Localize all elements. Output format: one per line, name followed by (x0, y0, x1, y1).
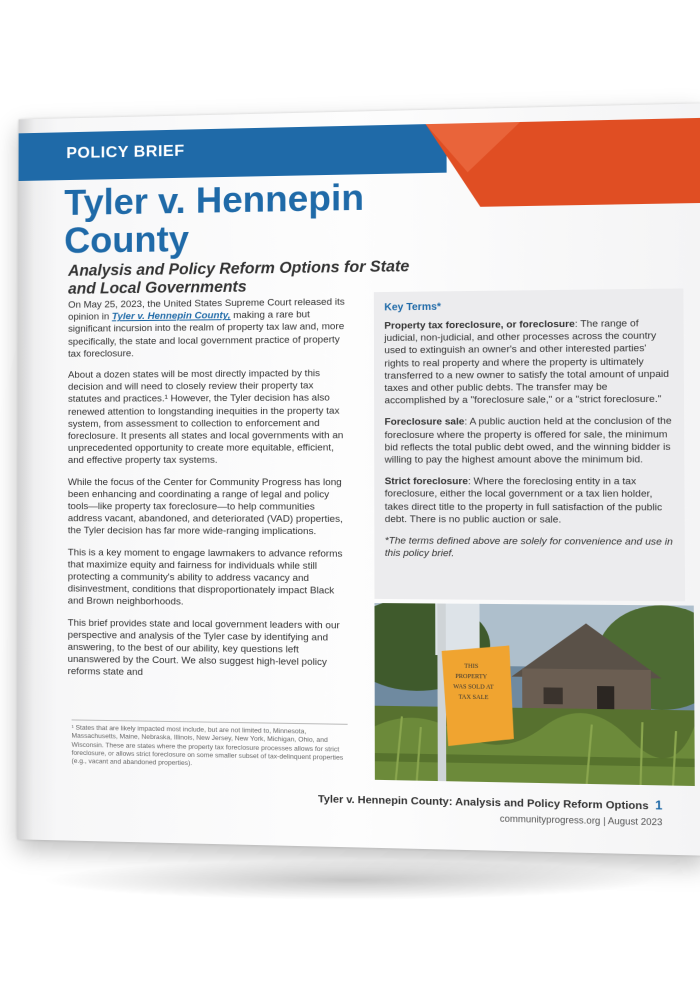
sign-line-1: THIS (464, 663, 479, 670)
page-footer (318, 789, 662, 827)
term-foreclosure-sale: Foreclosure sale: A public auction held at the conclusion of the foreclosure where the property is offered for sale, the minimum bid reflects the total public debt owed, and the winning bidder is willing to pay the highest amount above the minimum bid. (384, 415, 672, 466)
paragraph-4: This is a key moment to engage lawmakers to advance reforms that maximize equity and fairness for individuals while still protecting a community's ability to address vacancy and disinvestment, conditions that disproportionately impact Black and Brown neighborhoods. (67, 546, 343, 609)
footer-separator: | (603, 815, 606, 827)
footer-title: Tyler v. Hennepin County: Analysis and Policy Reform Options (317, 793, 649, 813)
sign-line-2: PROPERTY (455, 673, 488, 681)
key-terms-note: *The terms defined above are solely for convenience and use in this policy brief. (384, 535, 673, 560)
paragraph-5: This brief provides state and local government leaders with our perspective and analysis of the Tyler case by identifying and answering, to the best of our ability, key questions left unanswered by the Court. We also suggest high-level policy reforms state and (67, 617, 340, 679)
paragraph-2: About a dozen states will be most directly impacted by this decision and will need to closely review their property tax statutes and practices.¹ However, the Tyler decision has also renewed attention to longstanding inequities in the property tax system, from assessment to collection to enforcement and foreclosure. It presents all states and local governments with an unprecedented opportunity to create more equitable, efficient, and effective property tax systems. (67, 368, 344, 467)
page-number: 1 (655, 797, 663, 813)
policy-brief-band (19, 124, 447, 181)
footer-date: August 2023 (607, 815, 663, 828)
tyler-case-link[interactable]: Tyler v. Hennepin County, (111, 310, 231, 323)
main-text-column (68, 297, 346, 692)
abandoned-house-photo (374, 603, 694, 786)
term-property-tax-foreclosure: Property tax foreclosure, or foreclosure: The range of judicial, non-judicial, and other processes across the country used to extinguish an owner's and other interested parties' rights to real property and where the property is ultimately transferred to a new owner to satisfy the total amount of unpaid taxes and other public debts. The transfer may be accomplished by a "foreclosure sale," or a "strict foreclosure." (384, 318, 670, 407)
document-subtitle: Analysis and Policy Reform Options for State and Local Governments (68, 258, 410, 298)
footer-site[interactable]: communityprogress.org (499, 813, 601, 827)
paragraph-3: While the focus of the Center for Community Progress has long been enhancing and coordinating a range of legal and policy tools—like property tax foreclosure—to help communities address vacant, abandoned, and deteriorated (VAD) properties, the Tyler decision has far more wide-ranging implications. (67, 476, 343, 538)
paragraph-1: On May 25, 2023, the United States Supreme Court released its opinion in Tyler v. Hennepin County, making a rare but significant incursion into the realm of property tax law and, more specifically, the state and local government practice of property tax foreclosure. (68, 296, 345, 360)
photo-illustration (374, 603, 694, 786)
key-terms-heading: Key Terms* (384, 301, 442, 314)
orange-banner-graphic (426, 118, 700, 208)
page-shadow (40, 860, 660, 900)
sign-line-4: TAX SALE (458, 694, 489, 702)
document-title: Tyler v. Hennepin County (64, 176, 365, 261)
key-terms-box (374, 288, 685, 601)
term-strict-foreclosure: Strict foreclosure: Where the foreclosing entity in a tax foreclosure, either the local government or a tax lien holder, takes direct title to the property in full satisfaction of the public debt. There is no public auction or sale. (384, 476, 663, 526)
brochure-page (17, 103, 700, 855)
sign-line-3: WAS SOLD AT (453, 684, 494, 691)
footnote: ¹ States that are likely impacted most include, but are not limited to, Minnesota, Massachusetts, Maine, Nebraska, Illinois, New Jersey, New York, Michigan, Ohio, and Wisconsin. These are states where the property tax foreclosure processes allows for strict foreclosure, or allows strict foreclosure on some smaller subset of tax-delinquent properties (e.g., vacant and abandoned properties). (72, 719, 348, 771)
policy-brief-label: POLICY BRIEF (66, 142, 185, 163)
binding-gutter (17, 119, 34, 840)
key-terms-body (384, 318, 674, 572)
